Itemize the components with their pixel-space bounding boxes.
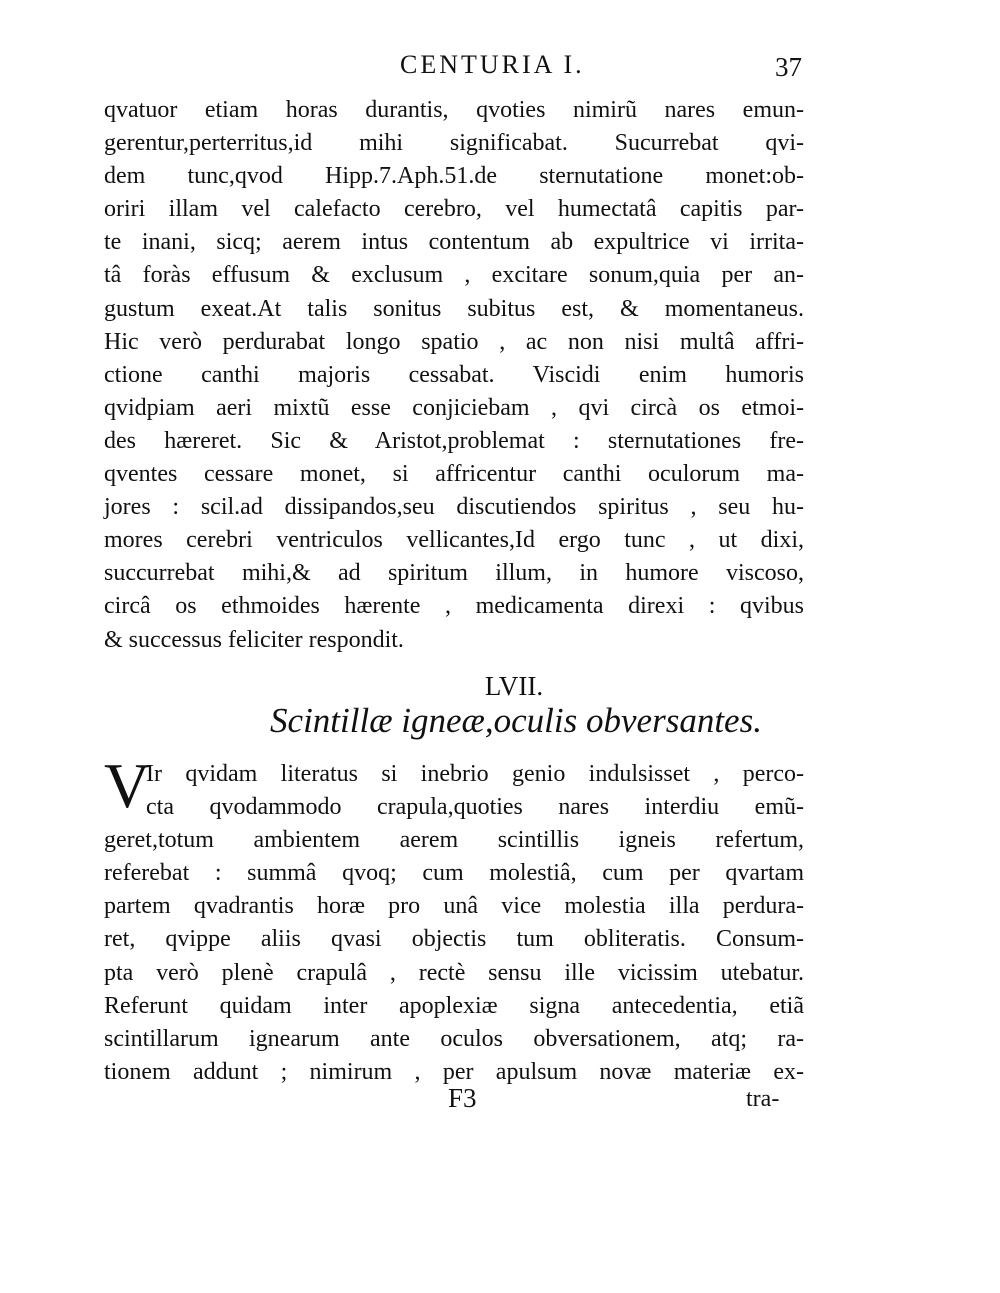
text-line: jores : scil.ad dissipandos,seu discutiendos spiritus , seu hu- [104,494,804,521]
page-number: 37 [775,52,802,82]
text-line: Referunt quidam inter apoplexiæ signa antecedentia, etiã [104,992,804,1019]
drop-cap-block [104,750,804,824]
text-line: Ir qvidam literatus si inebrio genio indulsisset , perco- [146,761,804,787]
text-line: qvidpiam aeri mixtũ esse conjiciebam , qvi circà os etmoi- [104,394,804,421]
text-line: te inani, sicq; aerem intus contentum ab expultrice vi irrita- [104,229,804,256]
running-head: CENTURIA I. [400,50,585,79]
text-line: pta verò plenè crapulâ , rectè sensu ille vicissim utebatur. [104,959,804,986]
text-line: gustum exeat.At talis sonitus subitus est, & momentaneus. [104,295,804,322]
text-line: circâ os ethmoides hærente , medicamenta direxi : qvibus [104,593,804,620]
text-line: ret, qvippe aliis qvasi objectis tum obliteratis. Consum- [104,926,804,953]
text-line: qventes cessare monet, si affricentur canthi oculorum ma- [104,461,804,488]
text-line: mores cerebri ventriculos vellicantes,Id ergo tunc , ut dixi, [104,527,804,554]
text-line: gerentur,perterritus,id mihi significabat. Sucurrebat qvi- [104,130,804,157]
passage-continued-text [104,94,804,657]
text-line: des hæreret. Sic & Aristot,problemat : sternutationes fre- [104,427,804,454]
text-line: cta qvodammodo crapula,quoties nares interdiu emũ- [146,794,804,821]
text-line: referebat : summâ qvoq; cum molestiâ, cum per qvartam [104,860,804,887]
text-line: Hic verò perdurabat longo spatio , ac non nisi multâ affri- [104,328,804,355]
text-line: tionem addunt ; nimirum , per apulsum novæ materiæ ex- [104,1058,804,1085]
text-line: tâ foràs effusum & exclusum , excitare sonum,quia per an- [104,262,804,289]
text-line: scintillarum ignearum ante oculos obversationem, atq; ra- [104,1025,804,1052]
section-number: LVII. [484,671,544,701]
text-line: oriri illam vel calefacto cerebro, vel humectatâ capitis par- [104,196,804,223]
passage-new-section-text [104,750,804,1089]
text-line: dem tunc,qvod Hipp.7.Aph.51.de sternutatione monet:ob- [104,163,804,190]
signature-mark: F3 [448,1083,477,1113]
text-line: ctione canthi majoris cessabat. Viscidi enim humoris [104,361,804,388]
text-line: geret,totum ambientem aerem scintillis igneis refertum, [104,827,804,854]
drop-cap: V [104,750,151,821]
text-line: qvatuor etiam horas durantis, qvoties nimirũ nares emun- [104,97,804,123]
catchword: tra- [746,1086,780,1112]
text-line: & successus feliciter respondit. [104,626,404,653]
text-line: partem qvadrantis horæ pro unâ vice molestia illa perdura- [104,893,804,920]
section-title: Scintillæ igneæ,oculis obversantes. [270,701,762,740]
text-line: succurrebat mihi,& ad spiritum illum, in humore viscoso, [104,560,804,587]
